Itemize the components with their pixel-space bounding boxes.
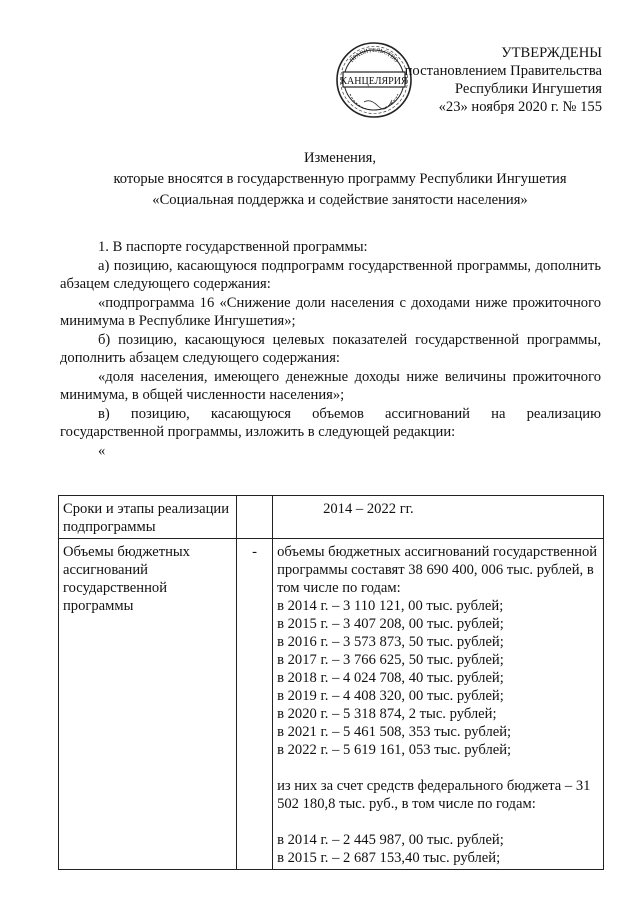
approval-decree: постановлением Правительства <box>404 63 602 79</box>
funding-year-2016: в 2016 г. – 3 573 873, 50 тыс. рублей; <box>277 634 504 650</box>
svg-text:ПРАВИТЕЛЬСТВО <box>349 48 399 64</box>
approval-republic: Республики Ингушетия <box>454 81 602 97</box>
federal-year-2014: в 2014 г. – 2 445 987, 00 тыс. рублей; <box>277 832 504 848</box>
title-line-3: «Социальная поддержка и содействие занятости населения» <box>152 192 528 208</box>
federal-year-2015: в 2015 г. – 2 687 153,40 тыс. рублей; <box>277 850 501 866</box>
document-body <box>60 238 601 460</box>
title-line-2: которые вносятся в государственную программу Республики Ингушетия <box>113 171 567 187</box>
official-seal-stamp <box>334 40 414 120</box>
program-passport-table <box>58 495 604 870</box>
paragraph-2: а) позицию, касающуюся подпрограмм государственной программы, дополнить абзацем следующего содержания: <box>60 257 601 292</box>
spacer <box>277 813 599 831</box>
seal-center-text: КАНЦЕЛЯРИЯ <box>340 76 408 87</box>
funding-year-2015: в 2015 г. – 3 407 208, 00 тыс. рублей; <box>277 616 504 632</box>
paragraph-7-quote-open: « <box>98 442 106 459</box>
funding-year-2019: в 2019 г. – 4 408 320, 00 тыс. рублей; <box>277 688 504 704</box>
funding-year-2022: в 2022 г. – 5 619 161, 053 тыс. рублей; <box>277 742 512 758</box>
seal-graphic <box>334 40 414 120</box>
table-row <box>59 496 604 539</box>
paragraph-1: 1. В паспорте государственной программы: <box>98 239 368 255</box>
table-cell-period: 2014 – 2022 гг. <box>273 496 604 539</box>
federal-funding-intro: из них за счет средств федерального бюджета – 31 502 180,8 тыс. руб., в том числе по годам: <box>277 778 591 812</box>
funding-year-2017: в 2017 г. – 3 766 625, 50 тыс. рублей; <box>277 652 504 668</box>
funding-year-2020: в 2020 г. – 5 318 874, 2 тыс. рублей; <box>277 706 497 722</box>
table-cell-funding <box>273 539 604 870</box>
paragraph-4: б) позицию, касающуюся целевых показателей государственной программы, дополнить абзацем следующего содержания: <box>60 331 601 366</box>
table-cell-label: Объемы бюджетных ассигнований государственной программы <box>59 539 237 870</box>
paragraph-3: «подпрограмма 16 «Снижение доли населения с доходами ниже прожиточного минимума в Республике Ингушетия»; <box>60 294 601 329</box>
paragraph-5: «доля населения, имеющего денежные доходы ниже величины прожиточного минимума, в общей численности населения»; <box>60 368 601 403</box>
table-cell-dash: - <box>237 539 273 870</box>
funding-year-2018: в 2018 г. – 4 024 708, 40 тыс. рублей; <box>277 670 504 686</box>
approval-block <box>405 44 602 116</box>
funding-year-2021: в 2021 г. – 5 461 508, 353 тыс. рублей; <box>277 724 512 740</box>
spacer <box>277 759 599 777</box>
approval-date-number: «23» ноября 2020 г. № 155 <box>438 99 602 115</box>
table-row <box>59 539 604 870</box>
title-line-1: Изменения, <box>303 150 377 166</box>
funding-intro: объемы бюджетных ассигнований государственной программы составят 38 690 400, 006 тыс. рублей, в том числе по годам: <box>277 544 598 596</box>
approval-heading: УТВЕРЖДЕНЫ <box>501 45 602 61</box>
table-cell-label: Сроки и этапы реализации подпрограммы <box>59 496 237 539</box>
paragraph-6: в) позицию, касающуюся объемов ассигнований на реализацию государственной программы, изложить в следующей редакции: <box>60 405 601 440</box>
table-cell-dash <box>237 496 273 539</box>
seal-ring-text: ПРАВИТЕЛЬСТВО <box>349 47 399 64</box>
document-title <box>60 148 620 211</box>
funding-year-2014: в 2014 г. – 3 110 121, 00 тыс. рублей; <box>277 598 504 614</box>
